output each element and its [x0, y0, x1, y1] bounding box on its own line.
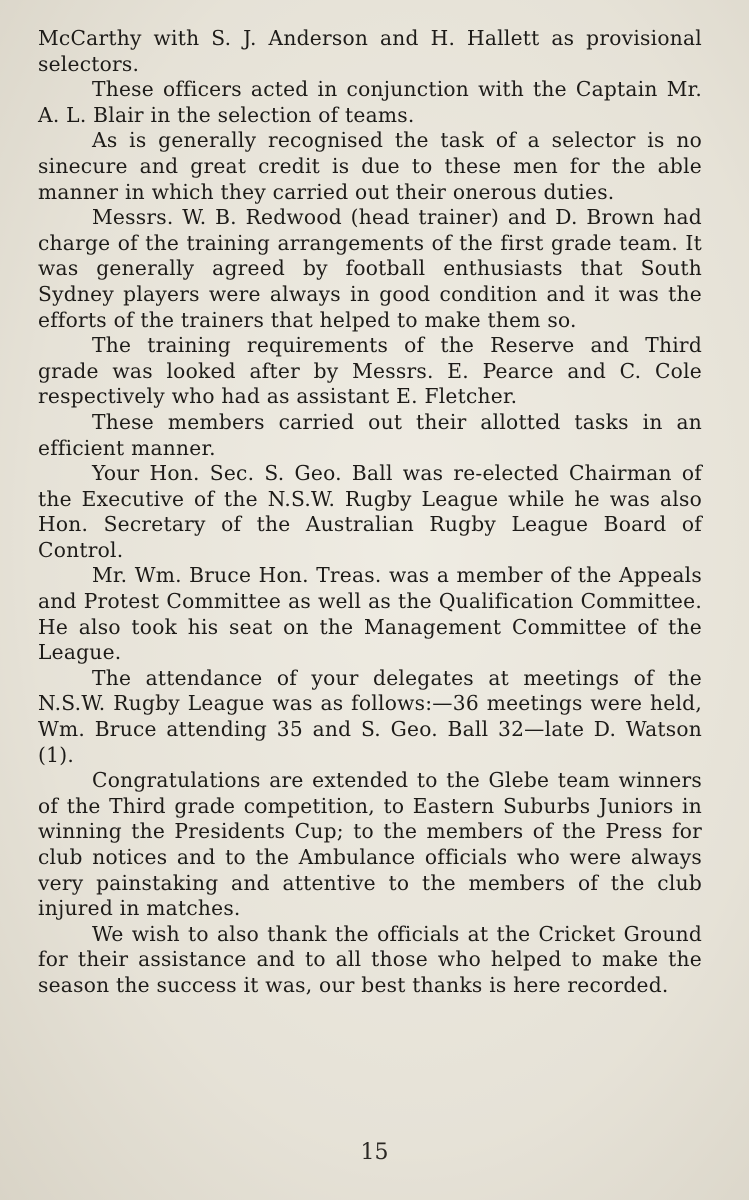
page-number: 15 — [360, 1140, 389, 1165]
paragraph-congratulations: Congratulations are extended to the Glebe team winners of the Third grade competition, to Eastern Suburbs Juniors in winning the Presidents Cup; to the members of the Press for club notices and to the Ambulance officials who were always very painstaking and attentive to the members of the club injured in matches. — [38, 768, 702, 921]
paragraph-allotted-tasks: These members carried out their allotted tasks in an efficient manner. — [38, 409, 702, 460]
paragraph-thanks: We wish to also thank the officials at the Cricket Ground for their assistance and to all those who helped to make the season the success it was, our best thanks is here recorded. — [38, 921, 702, 997]
paragraph-hon-sec: Your Hon. Sec. S. Geo. Ball was re-elected Chairman of the Executive of the N.S.W. Rugby League while he was also Hon. Secretary of the Australian Rugby League Board of Control. — [38, 461, 702, 562]
paragraph-hon-treas: Mr. Wm. Bruce Hon. Treas. was a member of the Appeals and Protest Committee as well as the Qualification Committee. He also took his seat on the Management Committee of the League. — [38, 563, 702, 665]
paragraph-reserve-training: The training requirements of the Reserve and Third grade was looked after by Messrs. E. Pearce and C. Cole respectively who had as assistant E. Fletcher. — [38, 333, 702, 409]
paragraph-trainers: Messrs. W. B. Redwood (head trainer) and D. Brown had charge of the training arrangements of the first grade team. It was generally agreed by football enthusiasts that South Sydney players were always in good condition and it was the efforts of the trainers that helped to make them so. — [38, 205, 702, 332]
paragraph-selectors: McCarthy with S. J. Anderson and H. Hallett as provisional selectors. — [38, 26, 702, 76]
paragraph-officers: These officers acted in conjunction with the Captain Mr. A. L. Blair in the selection of teams. — [38, 77, 702, 127]
body-text — [38, 26, 702, 999]
paragraph-attendance: The attendance of your delegates at meetings of the N.S.W. Rugby League was as follows:—36 meetings were held, Wm. Bruce attending 35 and S. Geo. Ball 32—late D. Watson (1). — [38, 665, 702, 767]
paragraph-selector-task: As is generally recognised the task of a selector is no sinecure and great credit is due to these men for the able manner in which they carried out their onerous duties. — [38, 128, 702, 204]
